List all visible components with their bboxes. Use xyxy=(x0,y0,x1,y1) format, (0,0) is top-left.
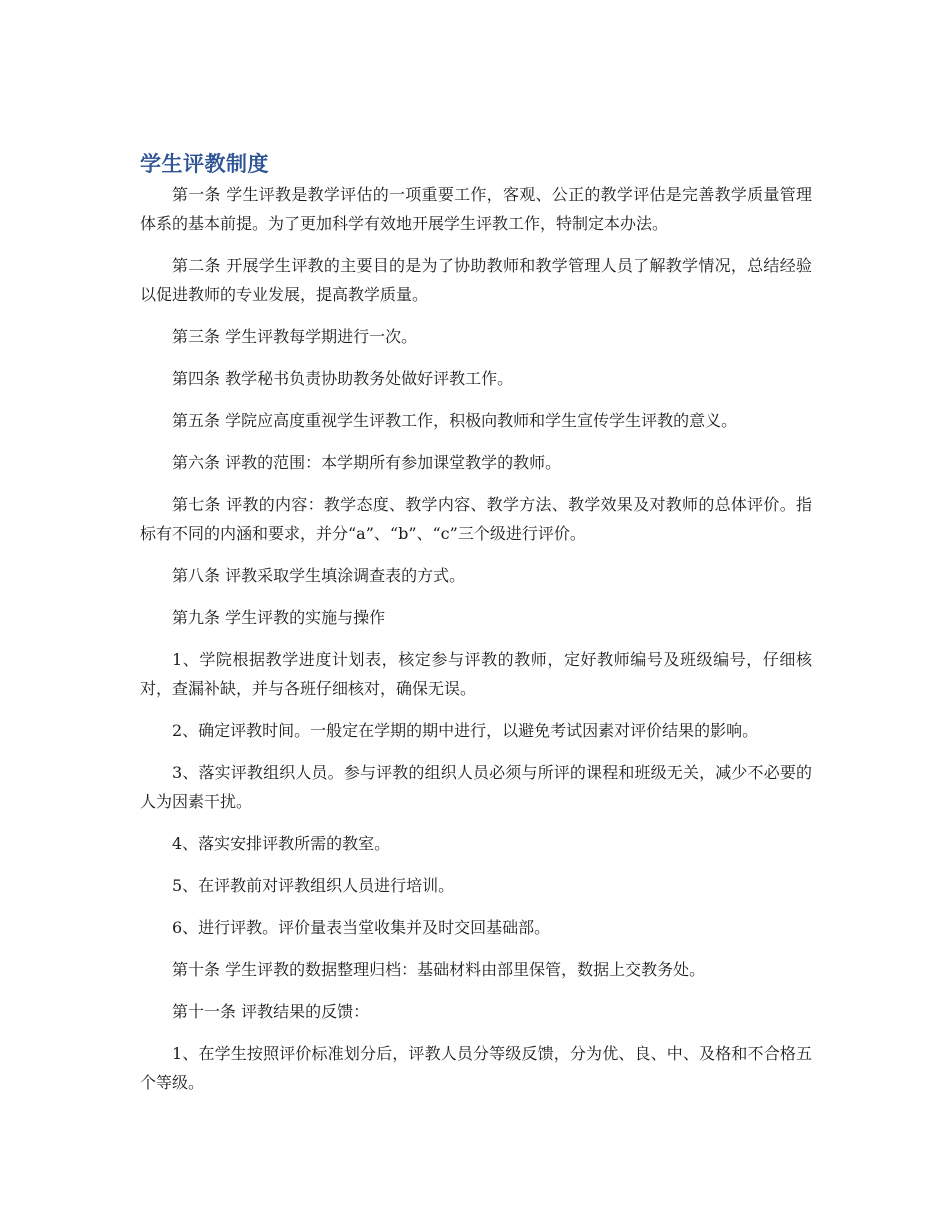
list-item-11-1: 1、在学生按照评价标准划分后，评教人员分等级反馈，分为优、良、中、及格和不合格五个等级。 xyxy=(140,1044,812,1092)
paragraph-article-3: 第三条 学生评教每学期进行一次。 xyxy=(172,327,418,346)
list-item-9-6: 6、进行评教。评价量表当堂收集并及时交回基础部。 xyxy=(172,918,551,937)
list-item-9-2: 2、确定评教时间。一般定在学期的期中进行，以避免考试因素对评价结果的影响。 xyxy=(172,721,759,740)
paragraph-article-11: 第十一条 评教结果的反馈： xyxy=(172,1002,370,1021)
paragraph-article-6: 第六条 评教的范围：本学期所有参加课堂教学的教师。 xyxy=(172,453,562,472)
paragraph-article-10: 第十条 学生评教的数据整理归档：基础材料由部里保管，数据上交教务处。 xyxy=(172,960,706,979)
paragraph-article-2: 第二条 开展学生评教的主要目的是为了协助教师和教学管理人员了解教学情况，总结经验以促进教师的专业发展，提高教学质量。 xyxy=(140,256,812,304)
paragraph-article-4: 第四条 教学秘书负责协助教务处做好评教工作。 xyxy=(172,369,514,388)
document-body xyxy=(140,180,812,1110)
list-item-9-5: 5、在评教前对评教组织人员进行培训。 xyxy=(172,876,455,895)
document-title: 学生评教制度 xyxy=(140,152,269,176)
list-item-9-4: 4、落实安排评教所需的教室。 xyxy=(172,834,391,853)
paragraph-article-9: 第九条 学生评教的实施与操作 xyxy=(172,608,386,627)
list-item-9-3: 3、落实评教组织人员。参与评教的组织人员必须与所评的课程和班级无关，减少不必要的人为因素干扰。 xyxy=(140,763,812,811)
list-item-9-1: 1、学院根据教学进度计划表，核定参与评教的教师，定好教师编号及班级编号，仔细核对，查漏补缺，并与各班仔细核对，确保无误。 xyxy=(140,650,812,698)
paragraph-article-5: 第五条 学院应高度重视学生评教工作，积极向教师和学生宣传学生评教的意义。 xyxy=(172,411,738,430)
paragraph-article-8: 第八条 评教采取学生填涂调查表的方式。 xyxy=(172,566,466,585)
paragraph-article-7: 第七条 评教的内容：教学态度、教学内容、教学方法、教学效果及对教师的总体评价。指标有不同的内涵和要求，并分“a”、“b”、“c”三个级进行评价。 xyxy=(140,495,812,543)
paragraph-article-1: 第一条 学生评教是教学评估的一项重要工作，客观、公正的教学评估是完善教学质量管理体系的基本前提。为了更加科学有效地开展学生评教工作，特制定本办法。 xyxy=(140,185,812,233)
